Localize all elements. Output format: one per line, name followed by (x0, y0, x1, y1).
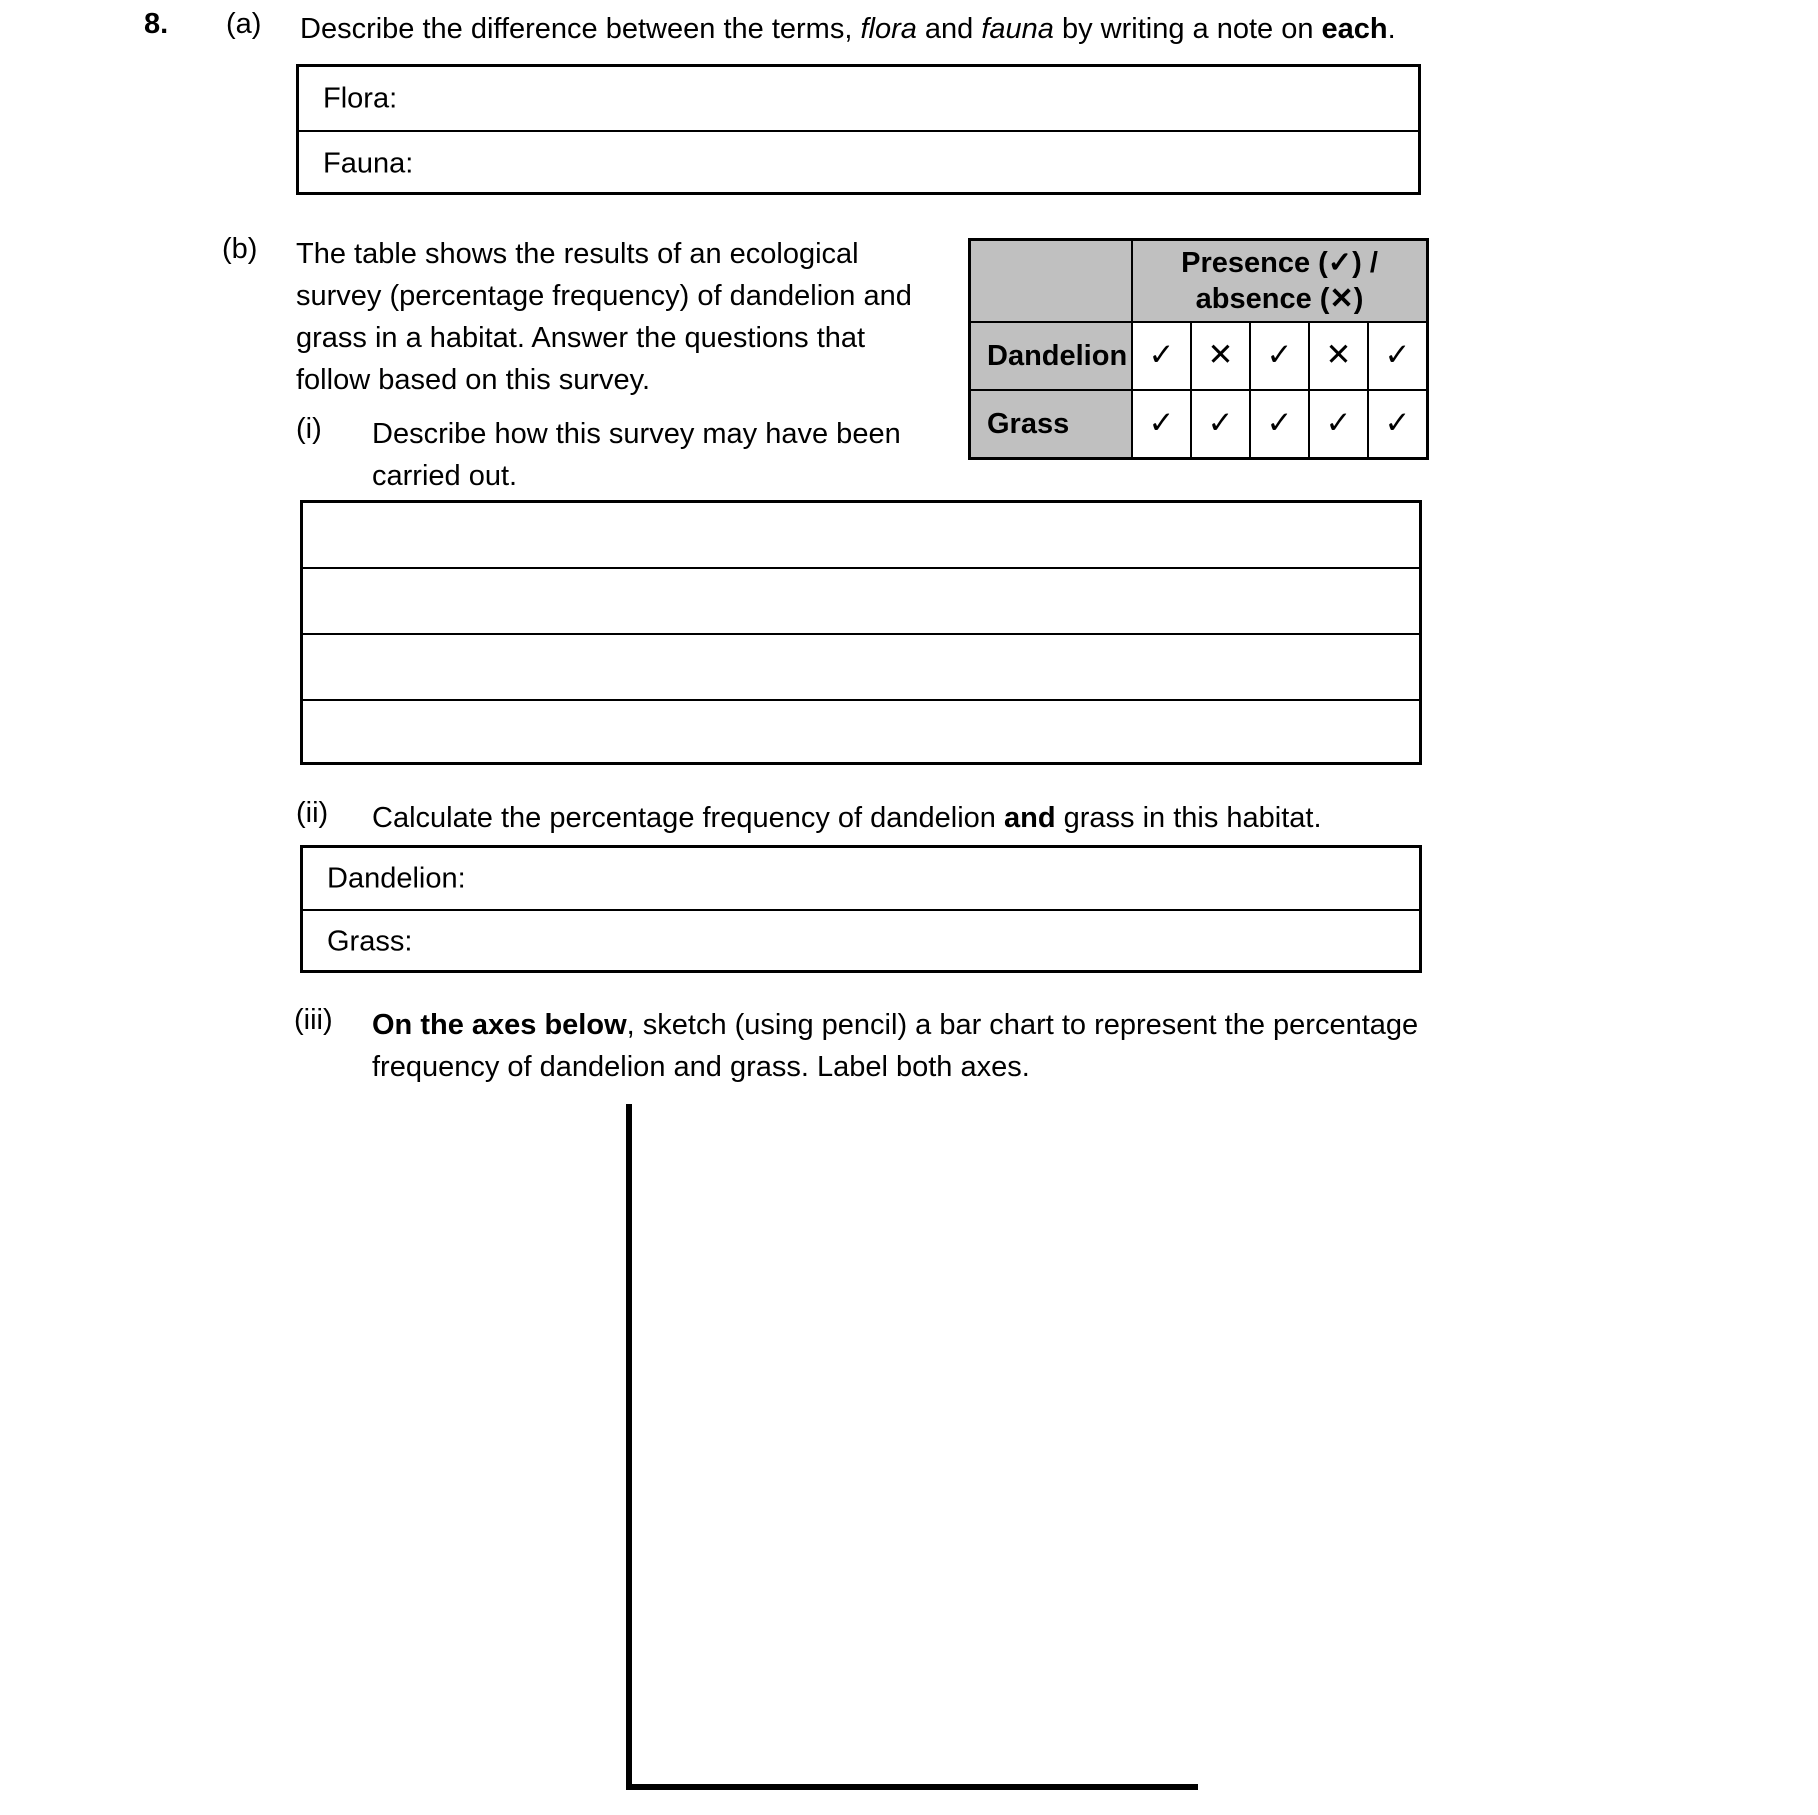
mark-glyph: ✕ (1207, 337, 1234, 372)
question-number: 8. (144, 8, 169, 40)
blank-bar-chart-axes[interactable] (620, 1100, 1240, 1815)
part-b-text-line3: grass in a habitat. Answer the questions that (296, 322, 866, 354)
part-b-ii-label: (ii) (296, 797, 329, 829)
term-flora: flora (860, 13, 917, 45)
part-b-text-line4: follow based on this survey. (296, 364, 651, 396)
survey-results-table (968, 238, 1429, 460)
part-b-iii-text (372, 1004, 1442, 1088)
part-b-i-text (372, 413, 942, 497)
cell-grass-4 (1309, 390, 1368, 459)
answer-line[interactable] (303, 701, 1419, 762)
cell-grass-5 (1368, 390, 1428, 459)
cell-dandelion-5 (1368, 322, 1428, 390)
table-row (970, 390, 1428, 459)
part-b-ii-text-before: Calculate the percentage frequency of dandelion (372, 802, 1004, 834)
mark-glyph: ✓ (1266, 337, 1293, 372)
axes-svg (620, 1100, 1240, 1810)
part-b-text-line1: The table shows the results of an ecological (296, 238, 859, 270)
emphasis-and: and (1004, 802, 1056, 834)
answer-line[interactable] (303, 569, 1419, 635)
part-b-i-text-line1: Describe how this survey may have been (372, 418, 901, 450)
answer-row-fauna[interactable] (299, 132, 1418, 195)
part-b-iii-line1 (372, 1004, 1442, 1046)
table-corner-cell (970, 240, 1133, 323)
table-header-presence-absence (1132, 240, 1428, 323)
part-a-text-after: by writing a note on (1053, 13, 1322, 45)
row-label-grass: Grass (970, 390, 1133, 459)
cell-grass-2 (1191, 390, 1250, 459)
mark-glyph: ✓ (1384, 337, 1411, 372)
part-b-iii-line2: frequency of dandelion and grass. Label both axes. (372, 1051, 1030, 1083)
mark-glyph: ✓ (1325, 405, 1352, 440)
mark-glyph: ✓ (1148, 337, 1175, 372)
mark-glyph: ✓ (1266, 405, 1293, 440)
cell-dandelion-1 (1132, 322, 1191, 390)
cell-dandelion-3 (1250, 322, 1309, 390)
term-fauna: fauna (981, 13, 1054, 45)
mark-glyph: ✓ (1207, 405, 1234, 440)
answer-label-dandelion: Dandelion: (327, 862, 466, 894)
part-a-text-and: and (916, 13, 982, 45)
answer-row-grass[interactable] (303, 911, 1419, 972)
part-b-i-text-line2: carried out. (372, 460, 518, 492)
answer-label-grass: Grass: (327, 925, 413, 957)
answer-line[interactable] (303, 635, 1419, 701)
part-a-text-period: . (1387, 13, 1396, 45)
part-b-text (296, 233, 936, 401)
answer-label-flora: Flora: (323, 82, 398, 114)
header-line-1: Presence (✓) / (1181, 247, 1378, 279)
mark-glyph: ✓ (1384, 405, 1411, 440)
part-a-label: (a) (226, 8, 262, 40)
cell-dandelion-2 (1191, 322, 1250, 390)
header-line-2: absence (✕) (1195, 283, 1364, 315)
part-a-answer-box[interactable] (296, 64, 1421, 195)
answer-row-flora[interactable] (299, 67, 1418, 132)
emphasis-on-the-axes-below: On the axes below (372, 1009, 627, 1041)
answer-label-fauna: Fauna: (323, 147, 414, 179)
emphasis-each: each (1321, 13, 1388, 45)
row-label-dandelion: Dandelion (970, 322, 1133, 390)
part-b-i-label: (i) (296, 413, 322, 445)
table-header-row (970, 240, 1428, 323)
answer-row-dandelion[interactable] (303, 848, 1419, 911)
part-b-label: (b) (222, 233, 258, 265)
mark-glyph: ✕ (1325, 337, 1352, 372)
part-b-ii-text (372, 797, 1432, 839)
cell-grass-3 (1250, 390, 1309, 459)
part-b-ii-answer-box[interactable] (300, 845, 1422, 973)
answer-line[interactable] (303, 503, 1419, 569)
table-row (970, 322, 1428, 390)
mark-glyph: ✓ (1148, 405, 1175, 440)
cell-dandelion-4 (1309, 322, 1368, 390)
part-b-text-line2: survey (percentage frequency) of dandelion and (296, 280, 912, 312)
part-b-iii-label: (iii) (294, 1004, 333, 1036)
part-a-text-before: Describe the difference between the terms, (300, 13, 861, 45)
part-b-ii-text-after: grass in this habitat. (1055, 802, 1322, 834)
part-a-text (300, 8, 1450, 50)
part-b-iii-line1-rest: , sketch (using pencil) a bar chart to represent the percentage (626, 1009, 1419, 1041)
cell-grass-1 (1132, 390, 1191, 459)
part-b-i-answer-box[interactable] (300, 500, 1422, 765)
